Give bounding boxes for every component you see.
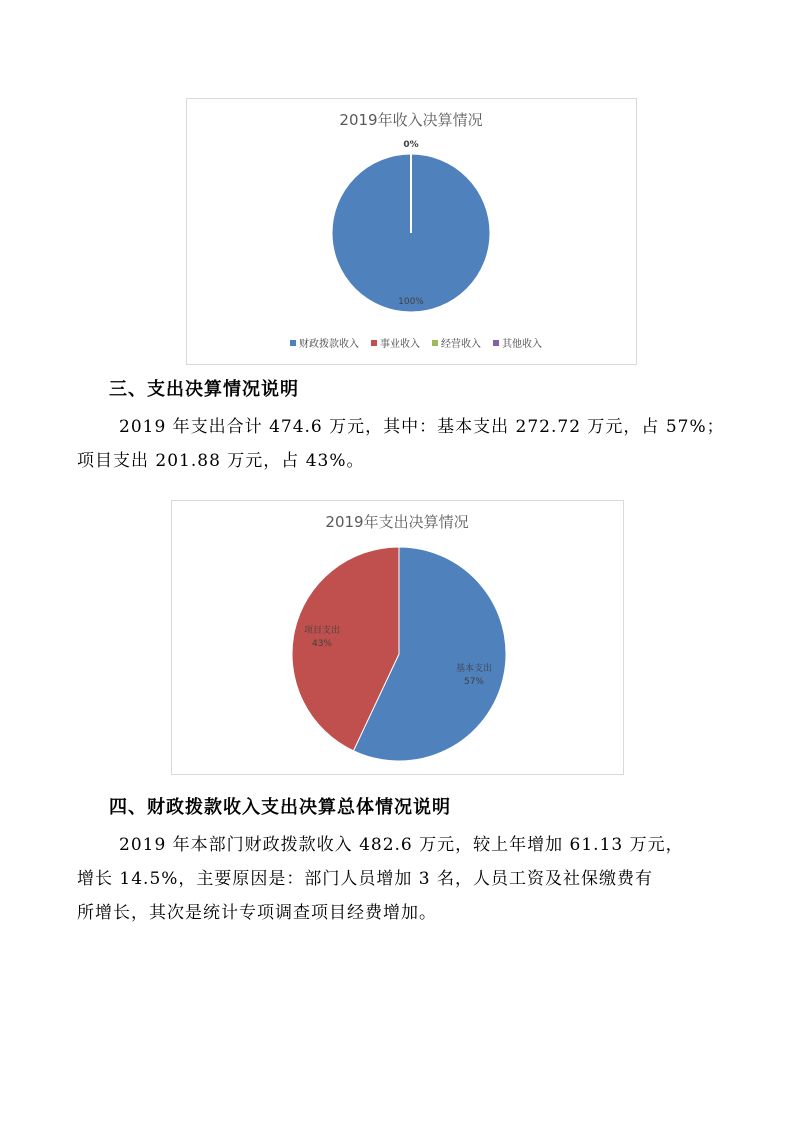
paragraph-line: 2019 年本部门财政拨款收入 482.6 万元，较上年增加 61.13 万元， xyxy=(119,835,684,855)
expenditure-chart xyxy=(171,500,624,775)
paragraph-line: 项目支出 201.88 万元，占 43%。 xyxy=(77,451,365,471)
paragraph-line: 2019 年支出合计 474.6 万元，其中：基本支出 272.72 万元，占 57%； xyxy=(119,417,725,437)
data-label-hundred: 100% xyxy=(398,297,424,307)
legend-swatch xyxy=(432,340,438,346)
data-label-basic-pct: 57% xyxy=(463,677,485,687)
chart-title: 2019年支出决算情况 xyxy=(325,513,469,531)
income-chart xyxy=(186,98,637,365)
paragraph-line: 增长 14.5%，主要原因是：部门人员增加 3 名，人员工资及社保缴费有 xyxy=(77,869,654,889)
chart-title: 2019年收入决算情况 xyxy=(339,111,483,129)
income-pie-chart xyxy=(187,99,636,364)
legend-swatch xyxy=(493,340,499,346)
data-label-basic-name: 基本支出 xyxy=(455,664,493,674)
legend-swatch xyxy=(290,340,296,346)
chart-legend xyxy=(290,337,542,350)
legend-entry: 其他收入 xyxy=(502,339,542,350)
paragraph-line: 所增长，其次是统计专项调查项目经费增加。 xyxy=(77,903,437,923)
data-label-project-name: 项目支出 xyxy=(303,626,341,636)
data-label-zero: 0% xyxy=(403,140,419,150)
legend-entry: 事业收入 xyxy=(380,339,420,350)
section-3-paragraph xyxy=(77,410,749,478)
legend-entry: 经营收入 xyxy=(441,339,481,350)
section-heading-3: 三、支出决算情况说明 xyxy=(109,379,299,400)
expenditure-pie-chart xyxy=(172,501,623,774)
data-label-project-pct: 43% xyxy=(311,639,333,649)
legend-swatch xyxy=(371,340,377,346)
section-4-paragraph xyxy=(77,828,749,930)
legend-entry: 财政拨款收入 xyxy=(299,339,359,350)
section-heading-4: 四、财政拨款收入支出决算总体情况说明 xyxy=(109,797,451,818)
